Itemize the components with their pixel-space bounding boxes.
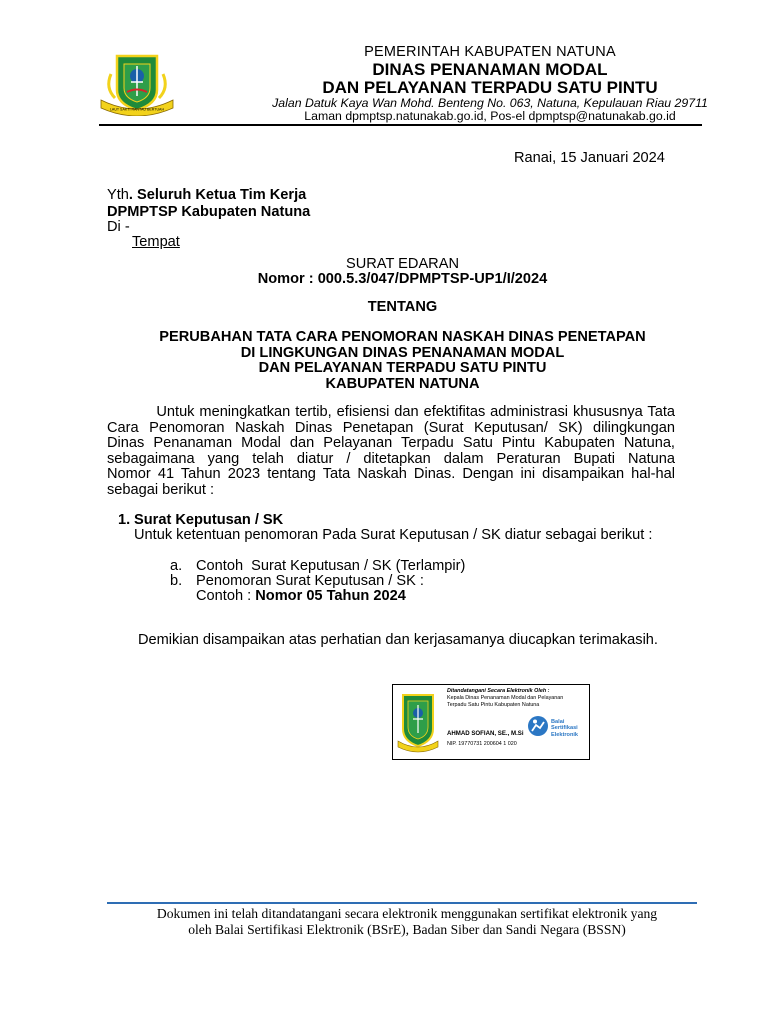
list-item-number: 1.: [118, 512, 131, 528]
example-label: Contoh :: [196, 588, 256, 604]
closing-sentence: Demikian disampaikan atas perhatian dan kerjasamanya diucapkan terimakasih.: [138, 632, 658, 648]
letterhead-government: PEMERINTAH KABUPATEN NATUNA: [364, 44, 616, 60]
body-line: Dinas Penanaman Modal dan Pelayanan Terpadu Satu Pintu Kabupaten Natuna,: [107, 435, 675, 452]
subject-line: DAN PELAYANAN TERPADU SATU PINTU: [258, 360, 547, 376]
letterhead-agency-line2: DAN PELAYANAN TERPADU SATU PINTU: [322, 78, 658, 97]
emblem-motto: LAUT SAKTI RANTAU BERTUAH: [109, 107, 165, 112]
sublist-letter-a: a.: [170, 558, 183, 574]
subject-line: PERUBAHAN TATA CARA PENOMORAN NASKAH DINAS PENETAPAN: [159, 329, 646, 345]
signer-nip: NIP. 19770731 200604 1 020: [447, 741, 517, 747]
numbering-example: [196, 588, 406, 605]
recipient-prefix: Yth: [107, 187, 129, 203]
footer-note: [107, 906, 707, 937]
bsre-logo-icon: [527, 715, 549, 737]
circular-subject: [0, 330, 768, 392]
circular-title: SURAT EDARAN: [346, 256, 459, 272]
bsre-label-line: Sertifikasi: [551, 725, 578, 732]
esign-statement: Ditandatangani Secara Elektronik Oleh :: [447, 688, 550, 694]
letterhead-address: Jalan Datuk Kaya Wan Mohd. Benteng No. 063, Natuna, Kepulauan Riau 29711: [272, 96, 708, 110]
footer-line1: Dokumen ini telah ditandatangani secara elektronik menggunakan sertifikat elektronik yang: [156, 906, 658, 921]
letterhead-agency-line1: DINAS PENANAMAN MODAL: [372, 60, 608, 79]
bsre-label: [551, 719, 578, 738]
recipient-block: [107, 187, 310, 221]
letterhead-divider: [99, 124, 702, 126]
sublist-item-b: Penomoran Surat Keputusan / SK :: [196, 573, 424, 589]
letter-date: Ranai, 15 Januari 2024: [514, 150, 665, 166]
regency-emblem-icon: [397, 689, 439, 753]
body-line: sebagaimana yang telah diatur / ditetapkan dalam Peraturan Bupati Natuna: [107, 450, 675, 467]
electronic-signature-box: [392, 684, 590, 760]
sublist-item-a: Contoh Surat Keputusan / SK (Terlampir): [196, 558, 466, 574]
subject-line: DI LINGKUNGAN DINAS PENANAMAN MODAL: [240, 344, 565, 361]
footer-line2: oleh Balai Sertifikasi Elektronik (BSrE), Badan Siber dan Sandi Negara (BSSN): [188, 921, 626, 937]
footer-divider: [107, 902, 697, 904]
body-line: Cara Penomoran Naskah Dinas Penetapan (Surat Keputusan/ SK) dilingkungan: [107, 419, 675, 436]
list-item-title: Surat Keputusan / SK: [134, 512, 284, 528]
recipient-di: Di -: [107, 219, 130, 235]
recipient-line1: [107, 187, 310, 204]
body-paragraph: [107, 405, 675, 499]
recipient-org: DPMPTSP Kabupaten Natuna: [107, 204, 311, 220]
letterhead-contact: Laman dpmptsp.natunakab.go.id, Pos-el dpmptsp@natunakab.go.id: [304, 109, 676, 123]
regency-emblem-icon: [97, 52, 177, 116]
circular-number: Nomor : 000.5.3/047/DPMPTSP-UP1/I/2024: [257, 271, 548, 287]
subject-line: KABUPATEN NATUNA: [325, 375, 480, 392]
circular-about-label: TENTANG: [367, 299, 438, 315]
body-line: Nomor 41 Tahun 2023 tentang Tata Naskah Dinas. Dengan ini disampaikan hal-hal: [107, 466, 675, 483]
list-item-description: Untuk ketentuan penomoran Pada Surat Keputusan / SK diatur sebagai berikut :: [134, 527, 653, 543]
bsre-label-line: Balai: [551, 719, 565, 725]
sublist-letter-b: b.: [170, 573, 183, 589]
esign-position-line1: Kepala Dinas Penanaman Modal dan Pelayanan: [447, 695, 564, 701]
recipient-name: . Seluruh Ketua Tim Kerja: [128, 187, 307, 203]
bsre-label-line: Elektronik: [551, 731, 579, 738]
body-line: sebagai berikut :: [107, 481, 215, 498]
esign-position-line2: Terpadu Satu Pintu Kabupaten Natuna: [447, 702, 540, 708]
example-value: Nomor 05 Tahun 2024: [255, 588, 406, 604]
recipient-place: Tempat: [132, 234, 180, 250]
body-line: Untuk meningkatkan tertib, efisiensi dan efektifitas administrasi khususnya Tata: [107, 404, 675, 420]
signer-name: AHMAD SOFIAN, SE., M.Si: [447, 730, 524, 737]
